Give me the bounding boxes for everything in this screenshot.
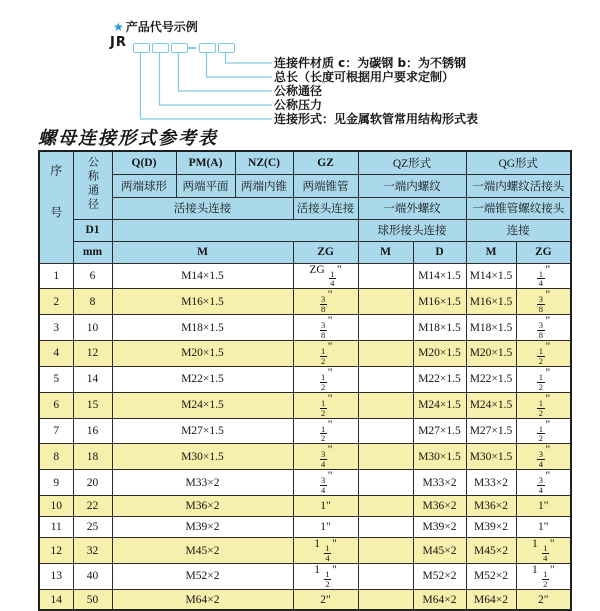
header-dn: 公称通径 bbox=[73, 151, 112, 219]
code-box-2 bbox=[152, 43, 169, 53]
qg-zg-value-cell: $\frac{1}{2}$ " bbox=[516, 392, 571, 418]
qg-zg-value-cell: 1" bbox=[516, 496, 571, 517]
header-gz-sub: 两端锥管 bbox=[293, 174, 358, 197]
m-value-cell: M16×1.5 bbox=[112, 289, 293, 315]
qz-d-value-cell: M24×1.5 bbox=[413, 392, 466, 418]
header-pm: PM(A) bbox=[176, 151, 235, 174]
table-row bbox=[39, 563, 571, 589]
qg-zg-value-cell: $\frac{1}{2}$ " bbox=[516, 341, 571, 367]
table-row bbox=[39, 517, 571, 538]
qg-m-value-cell: M27×1.5 bbox=[466, 418, 516, 444]
header-zg: ZG bbox=[293, 241, 358, 263]
gz-zg-value-cell: $\frac{1}{2}$ " bbox=[293, 341, 358, 367]
gz-zg-value-cell: $\frac{3}{4}$ " bbox=[293, 444, 358, 470]
qz-d-value-cell: M27×1.5 bbox=[413, 418, 466, 444]
table-row bbox=[39, 392, 571, 418]
table-title: 螺母连接形式参考表 bbox=[38, 128, 218, 149]
table-row bbox=[39, 315, 571, 341]
gz-zg-value-cell: $\frac{3}{4}$ " bbox=[293, 470, 358, 496]
m-value-cell: M64×2 bbox=[112, 589, 293, 610]
qz-d-value-cell: M30×1.5 bbox=[413, 444, 466, 470]
code-box-5 bbox=[218, 43, 235, 53]
header-qz-sub1: 一端内螺纹 bbox=[358, 174, 466, 197]
qz-m-value-cell bbox=[358, 470, 413, 496]
seq-cell: 10 bbox=[39, 496, 73, 517]
qg-zg-value-cell: 1 $\frac{1}{4}$ " bbox=[516, 538, 571, 564]
seq-cell: 3 bbox=[39, 315, 73, 341]
header-d1: D1 bbox=[73, 219, 112, 241]
header-q: Q(D) bbox=[112, 151, 176, 174]
label-connection-form: 连接形式：见金属软管常用结构形式表 bbox=[274, 112, 479, 126]
star-icon: ★ bbox=[113, 20, 124, 34]
qz-m-value-cell bbox=[358, 517, 413, 538]
qg-m-value-cell: M39×2 bbox=[466, 517, 516, 538]
qg-m-value-cell: M45×2 bbox=[466, 538, 516, 564]
code-box-4 bbox=[199, 43, 216, 53]
header-nz-sub: 两端内锥 bbox=[235, 174, 293, 197]
seq-cell: 14 bbox=[39, 589, 73, 610]
table-body bbox=[39, 263, 571, 610]
dn-cell: 16 bbox=[73, 418, 112, 444]
qz-m-value-cell bbox=[358, 263, 413, 289]
qz-d-value-cell: M20×1.5 bbox=[413, 341, 466, 367]
dn-cell: 40 bbox=[73, 563, 112, 589]
header-qg-connection: 连接 bbox=[466, 219, 571, 241]
product-code-prefix: JR bbox=[110, 35, 127, 50]
seq-cell: 2 bbox=[39, 289, 73, 315]
qg-zg-value-cell: $\frac{3}{4}$ " bbox=[516, 470, 571, 496]
qz-m-value-cell bbox=[358, 315, 413, 341]
m-value-cell: M24×1.5 bbox=[112, 392, 293, 418]
seq-cell: 4 bbox=[39, 341, 73, 367]
header-qg-sub2: 一端锥管螺纹接头 bbox=[466, 197, 571, 219]
qz-m-value-cell bbox=[358, 366, 413, 392]
qg-zg-value-cell: $\frac{3}{8}$ " bbox=[516, 289, 571, 315]
seq-cell: 7 bbox=[39, 418, 73, 444]
qg-m-value-cell: M20×1.5 bbox=[466, 341, 516, 367]
header-qg-sub1: 一端内螺纹活接头 bbox=[466, 174, 571, 197]
gz-zg-value-cell: ZG $\frac{1}{4}$ " bbox=[293, 263, 358, 289]
header-gz-connection: 活接头连接 bbox=[293, 197, 358, 219]
qz-m-value-cell bbox=[358, 563, 413, 589]
header-qg-m: M bbox=[466, 241, 516, 263]
header-m: M bbox=[112, 241, 293, 263]
code-box-3 bbox=[171, 43, 188, 53]
label-material: 连接件材质 c：为碳钢 b：为不锈钢 bbox=[274, 56, 467, 70]
qz-d-value-cell: M64×2 bbox=[413, 589, 466, 610]
m-value-cell: M39×2 bbox=[112, 517, 293, 538]
qg-zg-value-cell: 2" bbox=[516, 589, 571, 610]
header-gz: GZ bbox=[293, 151, 358, 174]
dn-cell: 25 bbox=[73, 517, 112, 538]
qz-m-value-cell bbox=[358, 341, 413, 367]
dn-cell: 6 bbox=[73, 263, 112, 289]
header-qz-m: M bbox=[358, 241, 413, 263]
qz-d-value-cell: M18×1.5 bbox=[413, 315, 466, 341]
qz-m-value-cell bbox=[358, 538, 413, 564]
seq-cell: 11 bbox=[39, 517, 73, 538]
qz-d-value-cell: M33×2 bbox=[413, 470, 466, 496]
header-union-connection: 活接头连接 bbox=[112, 197, 293, 219]
qz-d-value-cell: M14×1.5 bbox=[413, 263, 466, 289]
qz-d-value-cell: M36×2 bbox=[413, 496, 466, 517]
header-qz-d: D bbox=[413, 241, 466, 263]
header-qz-connection: 球形接头连接 bbox=[358, 219, 466, 241]
gz-zg-value-cell: $\frac{3}{8}$ " bbox=[293, 315, 358, 341]
diagram-title bbox=[113, 18, 198, 35]
nut-connection-table bbox=[38, 150, 572, 611]
qg-zg-value-cell: $\frac{1}{2}$ " bbox=[516, 418, 571, 444]
qz-m-value-cell bbox=[358, 418, 413, 444]
header-qg-zg: ZG bbox=[516, 241, 571, 263]
qg-zg-value-cell: $\frac{3}{8}$ " bbox=[516, 315, 571, 341]
m-value-cell: M45×2 bbox=[112, 538, 293, 564]
qg-m-value-cell: M36×2 bbox=[466, 496, 516, 517]
diagram-title-text: 产品代号示例 bbox=[125, 20, 198, 34]
gz-zg-value-cell: 1" bbox=[293, 517, 358, 538]
qz-m-value-cell bbox=[358, 289, 413, 315]
header-blank bbox=[112, 219, 358, 241]
qg-m-value-cell: M52×2 bbox=[466, 563, 516, 589]
table-header bbox=[39, 151, 571, 263]
m-value-cell: M22×1.5 bbox=[112, 366, 293, 392]
m-value-cell: M30×1.5 bbox=[112, 444, 293, 470]
qz-d-value-cell: M22×1.5 bbox=[413, 366, 466, 392]
table-row bbox=[39, 589, 571, 610]
qz-m-value-cell bbox=[358, 444, 413, 470]
qz-d-value-cell: M52×2 bbox=[413, 563, 466, 589]
header-seq: 序号 bbox=[39, 151, 73, 263]
code-dash bbox=[188, 47, 196, 49]
m-value-cell: M18×1.5 bbox=[112, 315, 293, 341]
header-qz-sub2: 一端外螺纹 bbox=[358, 197, 466, 219]
label-nominal-pressure: 公称压力 bbox=[274, 98, 323, 112]
header-qg: QG形式 bbox=[466, 151, 571, 174]
table-row bbox=[39, 538, 571, 564]
table-row bbox=[39, 418, 571, 444]
dn-cell: 14 bbox=[73, 366, 112, 392]
label-nominal-diameter: 公称通径 bbox=[274, 84, 323, 98]
table-row bbox=[39, 366, 571, 392]
seq-cell: 13 bbox=[39, 563, 73, 589]
qz-d-value-cell: M39×2 bbox=[413, 517, 466, 538]
qg-zg-value-cell: $\frac{3}{4}$ " bbox=[516, 444, 571, 470]
gz-zg-value-cell: 2" bbox=[293, 589, 358, 610]
table-row bbox=[39, 496, 571, 517]
nut-connection-table-wrap bbox=[38, 150, 572, 611]
qg-m-value-cell: M18×1.5 bbox=[466, 315, 516, 341]
qz-d-value-cell: M45×2 bbox=[413, 538, 466, 564]
gz-zg-value-cell: 1 $\frac{1}{4}$ " bbox=[293, 538, 358, 564]
code-box-1 bbox=[133, 43, 150, 53]
qg-m-value-cell: M33×2 bbox=[466, 470, 516, 496]
table-row bbox=[39, 263, 571, 289]
gz-zg-value-cell: $\frac{1}{2}$ " bbox=[293, 366, 358, 392]
m-value-cell: M33×2 bbox=[112, 470, 293, 496]
gz-zg-value-cell: 1 $\frac{1}{2}$ " bbox=[293, 563, 358, 589]
dn-cell: 10 bbox=[73, 315, 112, 341]
m-value-cell: M27×1.5 bbox=[112, 418, 293, 444]
dn-cell: 12 bbox=[73, 341, 112, 367]
table-row bbox=[39, 289, 571, 315]
dn-cell: 15 bbox=[73, 392, 112, 418]
qz-m-value-cell bbox=[358, 392, 413, 418]
gz-zg-value-cell: $\frac{1}{2}$ " bbox=[293, 418, 358, 444]
qg-zg-value-cell: 1 $\frac{1}{2}$ " bbox=[516, 563, 571, 589]
dn-cell: 18 bbox=[73, 444, 112, 470]
table-row bbox=[39, 444, 571, 470]
dn-cell: 20 bbox=[73, 470, 112, 496]
m-value-cell: M36×2 bbox=[112, 496, 293, 517]
qg-m-value-cell: M16×1.5 bbox=[466, 289, 516, 315]
qg-m-value-cell: M24×1.5 bbox=[466, 392, 516, 418]
header-qz: QZ形式 bbox=[358, 151, 466, 174]
qg-m-value-cell: M64×2 bbox=[466, 589, 516, 610]
seq-cell: 1 bbox=[39, 263, 73, 289]
dn-cell: 8 bbox=[73, 289, 112, 315]
header-q-sub: 两端球形 bbox=[112, 174, 176, 197]
qg-m-value-cell: M22×1.5 bbox=[466, 366, 516, 392]
seq-cell: 9 bbox=[39, 470, 73, 496]
dn-cell: 32 bbox=[73, 538, 112, 564]
m-value-cell: M14×1.5 bbox=[112, 263, 293, 289]
qg-zg-value-cell: 1" bbox=[516, 517, 571, 538]
seq-cell: 12 bbox=[39, 538, 73, 564]
qg-m-value-cell: M14×1.5 bbox=[466, 263, 516, 289]
gz-zg-value-cell: $\frac{3}{8}$ " bbox=[293, 289, 358, 315]
gz-zg-value-cell: $\frac{1}{2}$ " bbox=[293, 392, 358, 418]
dn-cell: 50 bbox=[73, 589, 112, 610]
qg-zg-value-cell: $\frac{1}{4}$ " bbox=[516, 263, 571, 289]
header-nz: NZ(C) bbox=[235, 151, 293, 174]
table-row bbox=[39, 470, 571, 496]
header-mm: mm bbox=[73, 241, 112, 263]
seq-cell: 6 bbox=[39, 392, 73, 418]
gz-zg-value-cell: 1" bbox=[293, 496, 358, 517]
seq-cell: 5 bbox=[39, 366, 73, 392]
qz-m-value-cell bbox=[358, 589, 413, 610]
qz-d-value-cell: M16×1.5 bbox=[413, 289, 466, 315]
m-value-cell: M52×2 bbox=[112, 563, 293, 589]
qz-m-value-cell bbox=[358, 496, 413, 517]
dn-cell: 22 bbox=[73, 496, 112, 517]
qg-zg-value-cell: $\frac{1}{2}$ " bbox=[516, 366, 571, 392]
label-total-length: 总长（长度可根据用户要求定制） bbox=[274, 70, 455, 84]
table-row bbox=[39, 341, 571, 367]
m-value-cell: M20×1.5 bbox=[112, 341, 293, 367]
qg-m-value-cell: M30×1.5 bbox=[466, 444, 516, 470]
seq-cell: 8 bbox=[39, 444, 73, 470]
header-pm-sub: 两端平面 bbox=[176, 174, 235, 197]
